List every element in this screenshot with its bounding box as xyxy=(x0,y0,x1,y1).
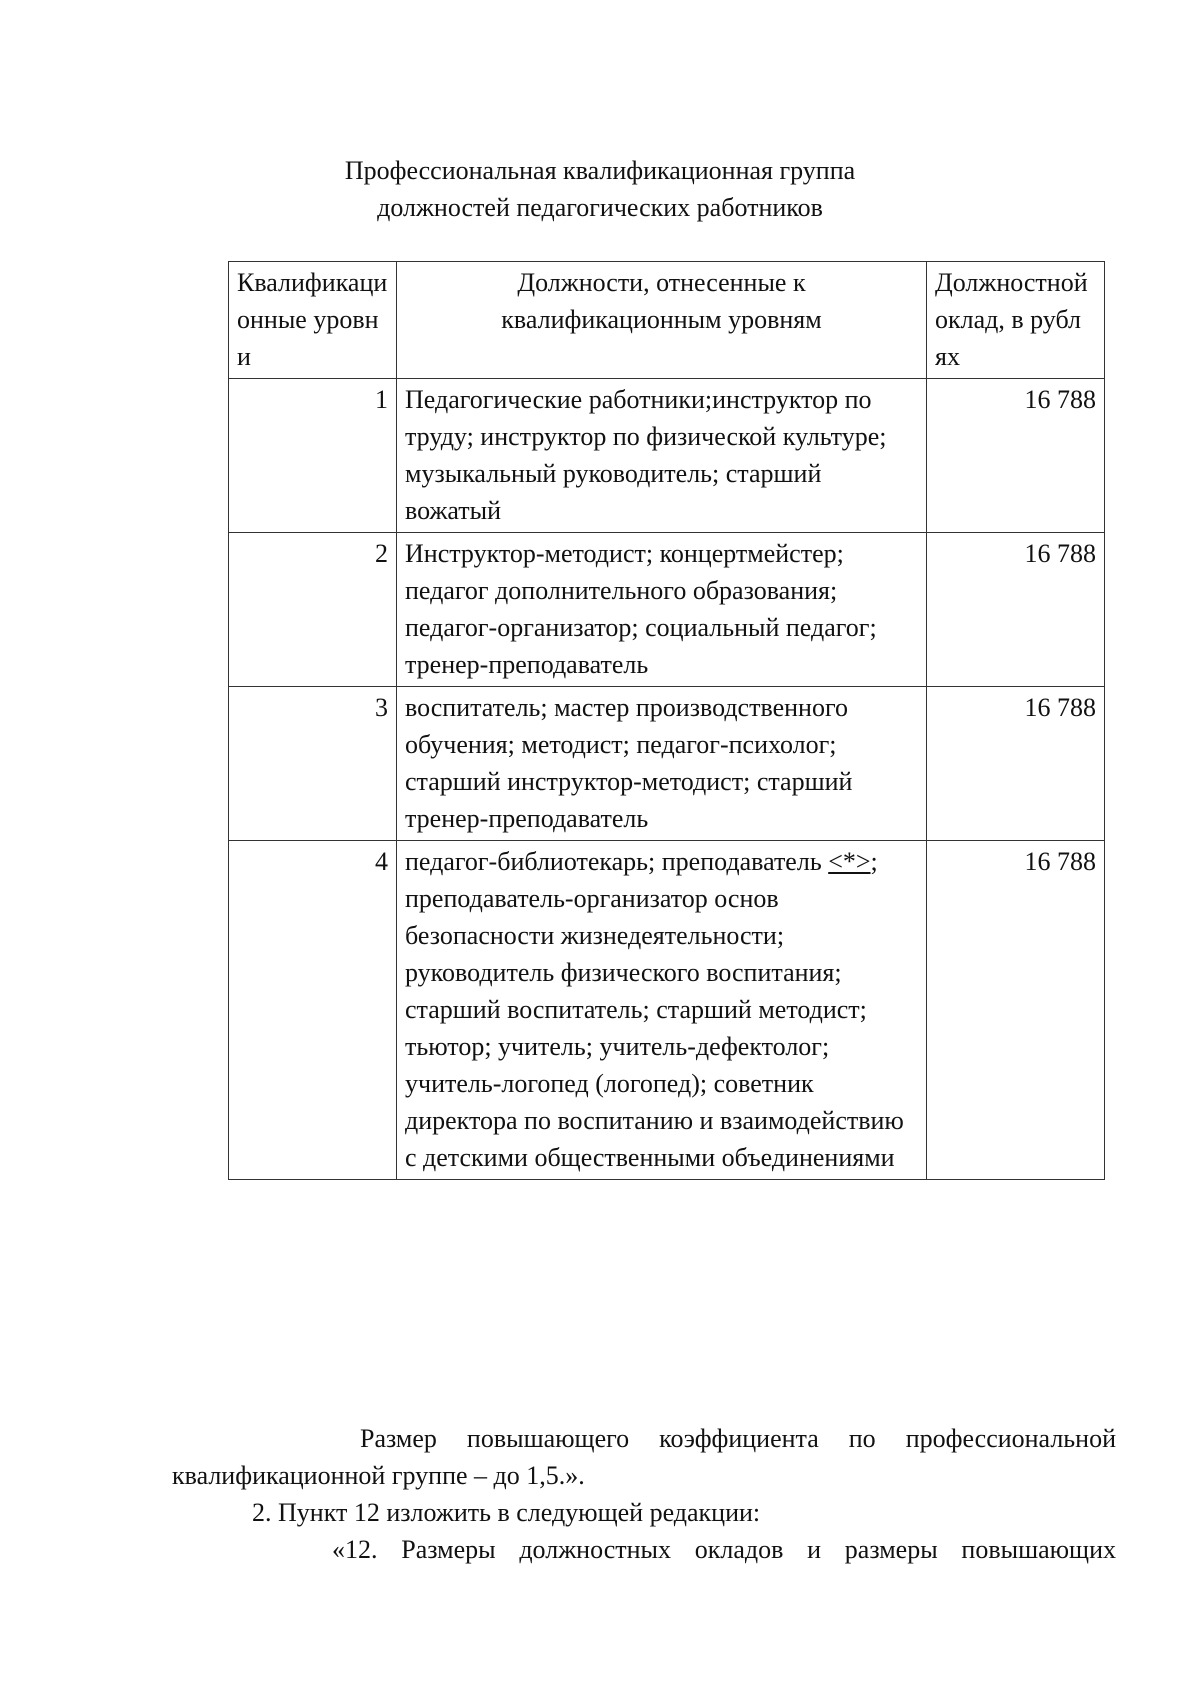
group-title-line-2: должностей педагогических работников xyxy=(377,193,823,222)
positions-text-part-1: педагог-библиотекарь; преподаватель xyxy=(405,847,829,876)
item-2-paragraph: 2. Пункт 12 изложить в следующей редакции: xyxy=(252,1498,761,1527)
footnote-link[interactable]: <*> xyxy=(828,847,871,876)
salary-cell: 16 788 xyxy=(927,687,1105,841)
group-title xyxy=(0,152,1200,226)
salary-cell: 16 788 xyxy=(927,533,1105,687)
positions-cell: Педагогические работники;инструктор по труду; инструктор по физической культуре; музыкальный руководитель; старший вожатый xyxy=(397,379,927,533)
positions-cell: воспитатель; мастер производственного обучения; методист; педагог-психолог; старший инструктор-методист; старший тренер-преподаватель xyxy=(397,687,927,841)
level-cell: 2 xyxy=(229,533,397,687)
salary-cell: 16 788 xyxy=(927,841,1105,1180)
coefficient-paragraph: Размер повышающего коэффициента по профессиональной квалификационной группе – до 1,5.». xyxy=(172,1424,1116,1490)
header-positions: Должности, отнесенные к квалификационным уровням xyxy=(397,262,927,379)
item-12-paragraph: «12. Размеры должностных окладов и размеры повышающих xyxy=(332,1535,1116,1564)
group-title-line-1: Профессиональная квалификационная группа xyxy=(344,156,856,185)
level-cell: 1 xyxy=(229,379,397,533)
table-row xyxy=(229,841,1105,1180)
header-level: Квалификационные уровни xyxy=(229,262,397,379)
positions-cell: Инструктор-методист; концертмейстер; педагог дополнительного образования; педагог-организатор; социальный педагог; тренер-преподаватель xyxy=(397,533,927,687)
positions-text-part-2: ; преподаватель-организатор основ безопасности жизнедеятельности; руководитель физического воспитания; старший воспитатель; старший методист; тьютор; учитель; учитель-дефектолог; учитель-логопед (логопед); советник директора по воспитанию и взаимодействию с детскими общественными объединениями xyxy=(405,847,904,1172)
table-row xyxy=(229,687,1105,841)
table-row xyxy=(229,533,1105,687)
level-cell: 4 xyxy=(229,841,397,1180)
salary-table xyxy=(228,261,1105,1180)
table-header-row xyxy=(229,262,1105,379)
table-row xyxy=(229,379,1105,533)
salary-cell: 16 788 xyxy=(927,379,1105,533)
level-cell: 3 xyxy=(229,687,397,841)
header-salary: Должностной оклад, в рублях xyxy=(927,262,1105,379)
positions-cell xyxy=(397,841,927,1180)
